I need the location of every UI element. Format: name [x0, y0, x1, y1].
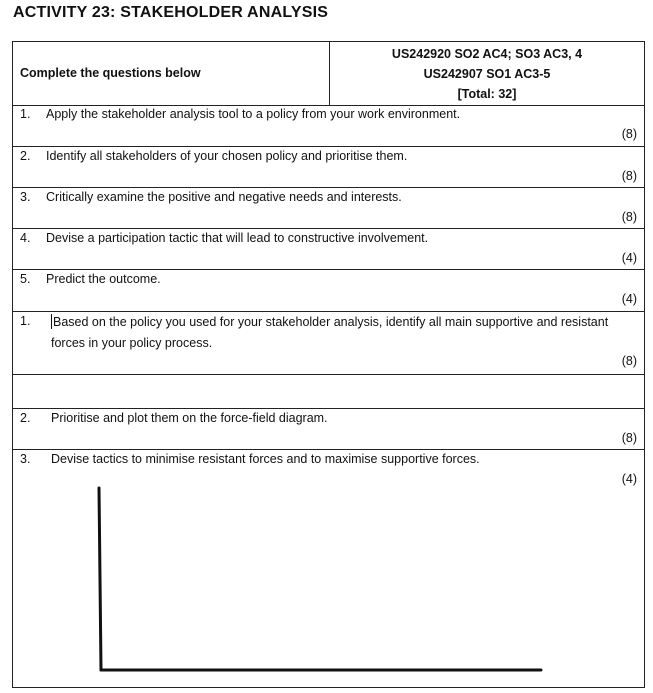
question-row[interactable]: [13, 147, 644, 188]
unit-standard-codes-1: US242920 SO2 AC4; SO3 AC3, 4: [391, 47, 583, 61]
total-marks: [Total: 32]: [457, 87, 517, 101]
question-row[interactable]: [13, 229, 644, 270]
activity-title: ACTIVITY 23: STAKEHOLDER ANALYSIS: [13, 4, 329, 21]
question-row[interactable]: [13, 105, 644, 147]
question-number: 2.: [20, 149, 31, 163]
question-text: Prioritise and plot them on the force-field diagram.: [51, 411, 328, 425]
question-row[interactable]: [13, 188, 644, 229]
question-number: 1.: [20, 107, 31, 121]
question-text: Predict the outcome.: [46, 272, 161, 286]
unit-standard-codes-2: US242907 SO1 AC3-5: [423, 67, 551, 81]
question-text-content: Based on the policy you used for your stakeholder analysis, identify all main supportive and resistant forces in your policy process.: [51, 315, 609, 350]
question-marks: (8): [621, 169, 637, 183]
question-number: 3.: [20, 452, 31, 466]
question-marks: (4): [621, 292, 637, 306]
question-text: Devise a participation tactic that will lead to constructive involvement.: [46, 231, 429, 245]
question-text: Identify all stakeholders of your chosen policy and prioritise them.: [46, 149, 408, 163]
question-marks: (8): [621, 354, 637, 368]
header-instruction-cell: [13, 42, 330, 105]
question-text: Devise tactics to minimise resistant forces and to maximise supportive forces.: [51, 452, 480, 466]
text-cursor: [51, 314, 52, 329]
header-codes-cell: [330, 42, 644, 105]
table-header-row: [13, 42, 644, 106]
instruction-text: Complete the questions below: [20, 66, 201, 80]
question-number: 5.: [20, 272, 31, 286]
activity-table: [12, 41, 645, 688]
question-marks: (8): [621, 431, 637, 445]
question-number: 3.: [20, 190, 31, 204]
question-marks: (8): [621, 127, 637, 141]
question-row-with-diagram[interactable]: [13, 450, 644, 687]
question-row[interactable]: [13, 409, 644, 450]
question-row[interactable]: [13, 270, 644, 312]
question-text: Apply the stakeholder analysis tool to a policy from your work environment.: [46, 107, 461, 121]
blank-row[interactable]: [13, 375, 644, 409]
question-text: Critically examine the positive and negative needs and interests.: [46, 190, 402, 204]
question-number: 2.: [20, 411, 31, 425]
diagram-vertical-axis: [99, 488, 101, 670]
question-marks: (8): [621, 210, 637, 224]
question-marks: (4): [621, 251, 637, 265]
question-marks: (4): [621, 472, 637, 486]
question-row[interactable]: [13, 312, 644, 375]
question-text: [51, 312, 626, 354]
force-field-diagram[interactable]: [13, 450, 644, 687]
question-number: 4.: [20, 231, 31, 245]
question-number: 1.: [20, 314, 31, 328]
